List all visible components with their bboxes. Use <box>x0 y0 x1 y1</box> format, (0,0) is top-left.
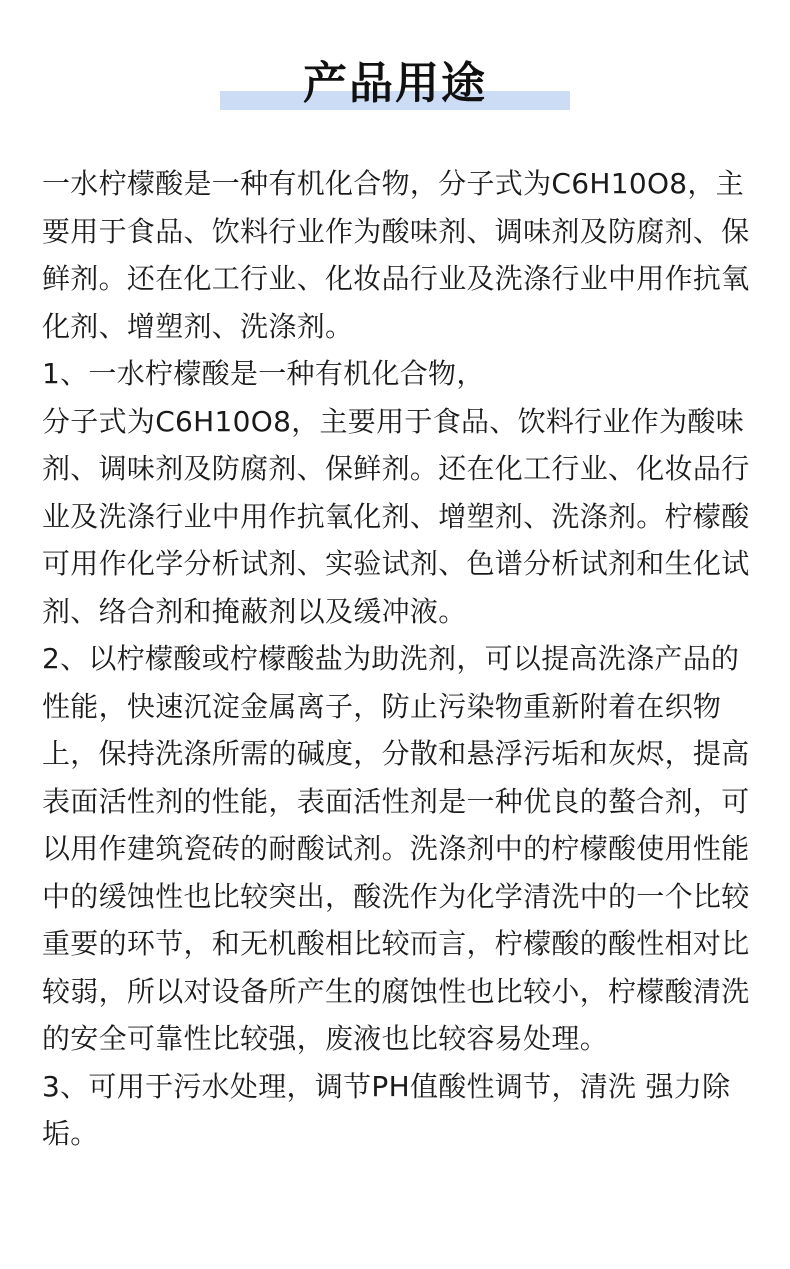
item-1-heading: 1、一水柠檬酸是一种有机化合物， <box>42 357 485 390</box>
intro-paragraph: 一水柠檬酸是一种有机化合物，分子式为C6H10O8，主要用于食品、饮料行业作为酸味剂、调味剂及防腐剂、保鲜剂。还在化工行业、化妆品行业及洗涤行业中用作抗氧化剂、增塑剂、洗涤剂。 <box>42 167 750 343</box>
usage-description <box>42 160 764 1158</box>
page-title: 产品用途 <box>303 58 487 109</box>
item-3-paragraph: 3、可用于污水处理，调节PH值酸性调节，清洗 强力除垢。 <box>42 1069 731 1150</box>
item-1-paragraph: 分子式为C6H10O8，主要用于食品、饮料行业作为酸味剂、调味剂及防腐剂、保鲜剂。还在化工行业、化妆品行业及洗涤行业中用作抗氧化剂、增塑剂、洗涤剂。柠檬酸可用作化学分析试剂、实验试剂、色谱分析试剂和生化试剂、络合剂和掩蔽剂以及缓冲液。 <box>42 404 750 628</box>
section-header <box>0 54 790 114</box>
item-2-paragraph: 2、以柠檬酸或柠檬酸盐为助洗剂，可以提高洗涤产品的性能，快速沉淀金属离子，防止污染物重新附着在织物上，保持洗涤所需的碱度，分散和悬浮污垢和灰烬，提高表面活性剂的性能，表面活性剂是一种优良的螯合剂，可以用作建筑瓷砖的耐酸试剂。洗涤剂中的柠檬酸使用性能中的缓蚀性也比较突出，酸洗作为化学清洗中的一个比较重要的环节，和无机酸相比较而言，柠檬酸的酸性相对比较弱，所以对设备所产生的腐蚀性也比较小，柠檬酸清洗的安全可靠性比较强，废液也比较容易处理。 <box>42 642 750 1055</box>
